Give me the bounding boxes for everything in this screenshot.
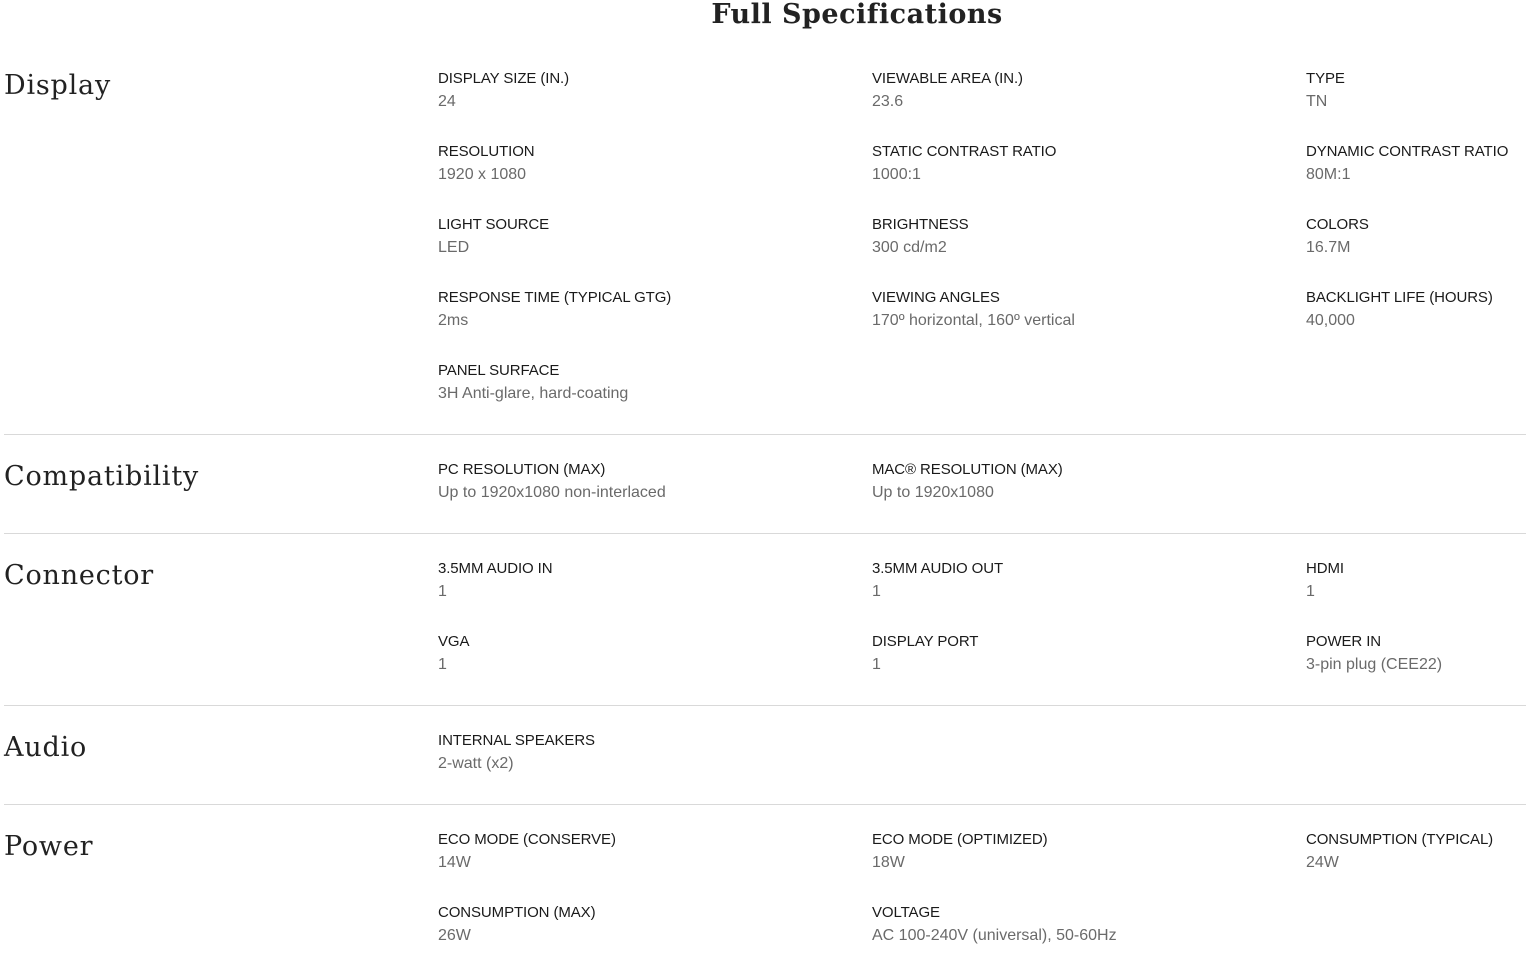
spec-audio-in (438, 558, 858, 604)
spec-value: 170º horizontal, 160º vertical (872, 312, 1075, 329)
spec-value: 300 cd/m2 (872, 239, 947, 256)
page-title: Full Specifications (711, 0, 1003, 30)
spec-value: 40,000 (1306, 312, 1355, 329)
spec-value: 2-watt (x2) (438, 755, 514, 772)
section-title-audio: Audio (4, 732, 88, 763)
section-display (4, 70, 1526, 430)
spec-value: 1 (1306, 583, 1315, 600)
spec-value: AC 100-240V (universal), 50-60Hz (872, 927, 1117, 944)
section-power (4, 831, 1526, 956)
spec-backlight-life (1306, 287, 1522, 333)
spec-dynamic-contrast (1306, 141, 1522, 187)
spec-label: RESPONSE TIME (TYPICAL GTG) (438, 289, 672, 306)
spec-label: ECO MODE (CONSERVE) (438, 831, 616, 848)
spec-label: VGA (438, 633, 470, 650)
spec-label: BACKLIGHT LIFE (HOURS) (1306, 289, 1493, 306)
spec-label: DISPLAY PORT (872, 633, 979, 650)
section-connector (4, 560, 1526, 700)
spec-brightness (872, 214, 1292, 260)
spec-label: CONSUMPTION (MAX) (438, 904, 596, 921)
spec-value: TN (1306, 93, 1328, 110)
spec-display-port (872, 631, 1292, 677)
spec-label: STATIC CONTRAST RATIO (872, 143, 1057, 160)
spec-label: INTERNAL SPEAKERS (438, 732, 595, 749)
spec-internal-speakers (438, 730, 858, 776)
spec-label: VIEWING ANGLES (872, 289, 1000, 306)
spec-value: Up to 1920x1080 non-interlaced (438, 484, 666, 501)
spec-value: LED (438, 239, 470, 256)
spec-light-source (438, 214, 858, 260)
spec-label: RESOLUTION (438, 143, 535, 160)
spec-viewable-area (872, 68, 1292, 114)
spec-panel-surface (438, 360, 858, 406)
spec-power-in (1306, 631, 1522, 677)
spec-type (1306, 68, 1522, 114)
spec-pc-resolution (438, 459, 858, 505)
spec-label: LIGHT SOURCE (438, 216, 550, 233)
spec-response-time (438, 287, 858, 333)
section-audio (4, 732, 1526, 802)
spec-label: PC RESOLUTION (MAX) (438, 461, 606, 478)
spec-value: 24 (438, 93, 456, 110)
spec-value: Up to 1920x1080 (872, 484, 994, 501)
section-divider (4, 804, 1526, 805)
spec-value: 16.7M (1306, 239, 1351, 256)
section-divider (4, 705, 1526, 706)
spec-value: 1920 x 1080 (438, 166, 527, 183)
spec-label: MAC® RESOLUTION (MAX) (872, 461, 1063, 478)
spec-label: VOLTAGE (872, 904, 940, 921)
spec-label: VIEWABLE AREA (IN.) (872, 70, 1023, 87)
spec-voltage (872, 902, 1292, 948)
section-divider (4, 434, 1526, 435)
spec-label: TYPE (1306, 70, 1345, 87)
spec-resolution (438, 141, 858, 187)
spec-label: ECO MODE (OPTIMIZED) (872, 831, 1048, 848)
spec-label: 3.5MM AUDIO OUT (872, 560, 1004, 577)
spec-hdmi (1306, 558, 1522, 604)
spec-value: 3-pin plug (CEE22) (1306, 656, 1443, 673)
spec-value: 18W (872, 854, 905, 871)
spec-value: 23.6 (872, 93, 904, 110)
spec-viewing-angles (872, 287, 1292, 333)
spec-value: 1 (438, 583, 447, 600)
spec-eco-optimized (872, 829, 1292, 875)
spec-label: 3.5MM AUDIO IN (438, 560, 553, 577)
spec-display-size (438, 68, 858, 114)
spec-mac-resolution (872, 459, 1292, 505)
spec-label: DISPLAY SIZE (IN.) (438, 70, 570, 87)
section-title-display: Display (4, 70, 112, 101)
spec-value: 1 (438, 656, 447, 673)
section-title-connector: Connector (4, 560, 155, 591)
spec-colors (1306, 214, 1522, 260)
section-title-power: Power (4, 831, 94, 862)
spec-label: HDMI (1306, 560, 1344, 577)
spec-value: 1 (872, 583, 881, 600)
spec-eco-conserve (438, 829, 858, 875)
spec-value: 26W (438, 927, 471, 944)
section-compatibility (4, 461, 1526, 531)
spec-value: 14W (438, 854, 471, 871)
spec-label: COLORS (1306, 216, 1369, 233)
spec-consumption-typical (1306, 829, 1522, 875)
spec-label: BRIGHTNESS (872, 216, 969, 233)
spec-label: PANEL SURFACE (438, 362, 560, 379)
section-title-compatibility: Compatibility (4, 461, 200, 492)
spec-label: CONSUMPTION (TYPICAL) (1306, 831, 1494, 848)
spec-label: POWER IN (1306, 633, 1382, 650)
spec-value: 80M:1 (1306, 166, 1351, 183)
spec-value: 1000:1 (872, 166, 921, 183)
section-divider (4, 533, 1526, 534)
spec-consumption-max (438, 902, 858, 948)
spec-value: 1 (872, 656, 881, 673)
spec-value: 2ms (438, 312, 469, 329)
spec-static-contrast (872, 141, 1292, 187)
spec-value: 3H Anti-glare, hard-coating (438, 385, 629, 402)
spec-vga (438, 631, 858, 677)
spec-value: 24W (1306, 854, 1339, 871)
spec-label: DYNAMIC CONTRAST RATIO (1306, 143, 1509, 160)
spec-audio-out (872, 558, 1292, 604)
